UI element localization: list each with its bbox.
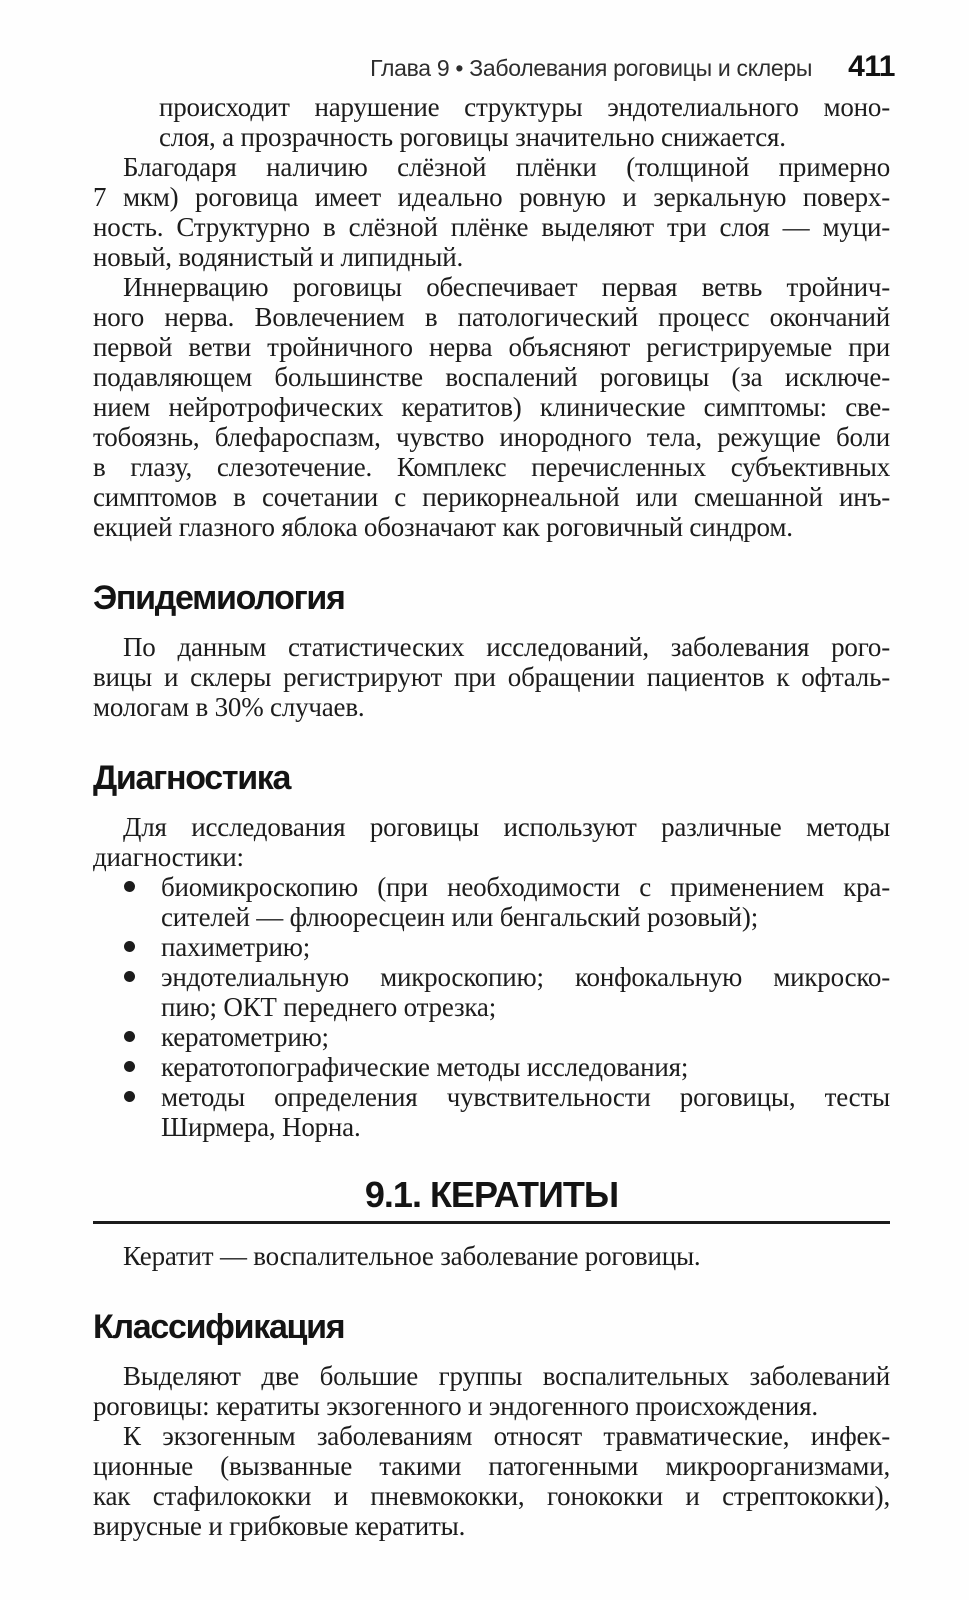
subsection-heading: Диагностика xyxy=(93,759,291,797)
text-line: екцией глазного яблока обозначают как роговичный синдром. xyxy=(93,512,793,542)
running-head xyxy=(93,50,895,84)
text-line: методы определения чувствительности роговицы, тесты xyxy=(161,1082,890,1112)
text-line: тобоязнь, блефароспазм, чувство инородного тела, режущие боли xyxy=(93,422,890,452)
text-line: вирусные и грибковые кератиты. xyxy=(93,1511,466,1541)
bullet-icon xyxy=(124,941,135,952)
subsection-heading: Эпидемиология xyxy=(93,579,345,617)
bullet-item xyxy=(93,1082,890,1142)
text-line: пахиметрию; xyxy=(161,932,311,962)
paragraph xyxy=(93,812,890,872)
bullet-item xyxy=(93,872,890,932)
running-head-title: Глава 9 • Заболевания роговицы и склеры xyxy=(370,55,813,81)
bullet-icon xyxy=(124,881,135,892)
text-line: слоя, а прозрачность роговицы значительно снижается. xyxy=(159,122,786,152)
text-line: происходит нарушение структуры эндотелиального моно- xyxy=(159,92,890,122)
paragraph xyxy=(93,152,890,272)
paragraph xyxy=(93,1421,890,1541)
text-line: мологам в 30% случаев. xyxy=(93,692,365,722)
text-line: Благодаря наличию слёзной плёнки (толщиной примерно xyxy=(123,152,890,182)
text-line: кератометрию; xyxy=(161,1022,329,1052)
text-line: нием нейротрофических кератитов) клинические симптомы: све- xyxy=(93,392,890,422)
text-line: Кератит — воспалительное заболевание роговицы. xyxy=(123,1241,701,1271)
text-line: ность. Структурно в слёзной плёнке выделяют три слоя — муци- xyxy=(93,212,890,242)
text-line: пию; ОКТ переднего отрезка; xyxy=(161,992,497,1022)
paragraph xyxy=(93,632,890,722)
text-line: Ширмера, Норна. xyxy=(161,1112,361,1142)
paragraph xyxy=(93,1241,890,1271)
bullet-item xyxy=(93,1022,890,1052)
section-heading-text: 9.1. КЕРАТИТЫ xyxy=(364,1174,619,1215)
text-line: Для исследования роговицы используют различные методы xyxy=(123,812,890,842)
paragraph xyxy=(93,1361,890,1421)
text-line: первой ветви тройничного нерва объясняют регистрируемые при xyxy=(93,332,890,362)
text-line: кератотопографические методы исследования; xyxy=(161,1052,689,1082)
bullet-icon xyxy=(124,1031,135,1042)
text-line: По данным статистических исследований, заболевания рого- xyxy=(123,632,890,662)
text-line: Иннервацию роговицы обеспечивает первая ветвь тройнич- xyxy=(123,272,890,302)
bullet-item xyxy=(93,932,890,962)
text-line: вицы и склеры регистрируют при обращении пациентов к офталь- xyxy=(93,662,890,692)
text-line: новый, водянистый и липидный. xyxy=(93,242,463,272)
subsection-heading: Классификация xyxy=(93,1308,345,1346)
text-line: 7 мкм) роговица имеет идеально ровную и зеркальную поверх- xyxy=(93,182,890,212)
text-line: К экзогенным заболеваниям относят травматические, инфек- xyxy=(123,1421,890,1451)
bullet-item xyxy=(93,1052,890,1082)
text-line: ного нерва. Вовлечением в патологический процесс окончаний xyxy=(93,302,890,332)
bullet-item xyxy=(93,962,890,1022)
paragraph xyxy=(93,92,890,152)
bullet-icon xyxy=(124,971,135,982)
text-line: сителей — флюоресцеин или бенгальский розовый); xyxy=(161,902,759,932)
text-line: диагностики: xyxy=(93,842,244,872)
text-line: эндотелиальную микроскопию; конфокальную микроско- xyxy=(161,962,890,992)
text-line: симптомов в сочетании с перикорнеальной или смешанной инъ- xyxy=(93,482,890,512)
text-line: подавляющем большинстве воспалений роговицы (за исключе- xyxy=(93,362,890,392)
bullet-icon xyxy=(124,1061,135,1072)
text-line: ционные (вызванные такими патогенными микроорганизмами, xyxy=(93,1451,890,1481)
text-line: Выделяют две большие группы воспалительных заболеваний xyxy=(123,1361,890,1391)
text-line: роговицы: кератиты экзогенного и эндогенного происхождения. xyxy=(93,1391,818,1421)
bullet-icon xyxy=(124,1091,135,1102)
bullet-list xyxy=(93,872,890,1142)
page-number: 411 xyxy=(848,50,895,83)
section-heading xyxy=(93,1176,890,1224)
paragraph xyxy=(93,272,890,542)
text-line: в глазу, слезотечение. Комплекс перечисленных субъективных xyxy=(93,452,890,482)
text-line: биомикроскопию (при необходимости с применением кра- xyxy=(161,872,890,902)
page-body xyxy=(93,92,890,1541)
text-line: как стафилококки и пневмококки, гонококки и стрептококки), xyxy=(93,1481,890,1511)
